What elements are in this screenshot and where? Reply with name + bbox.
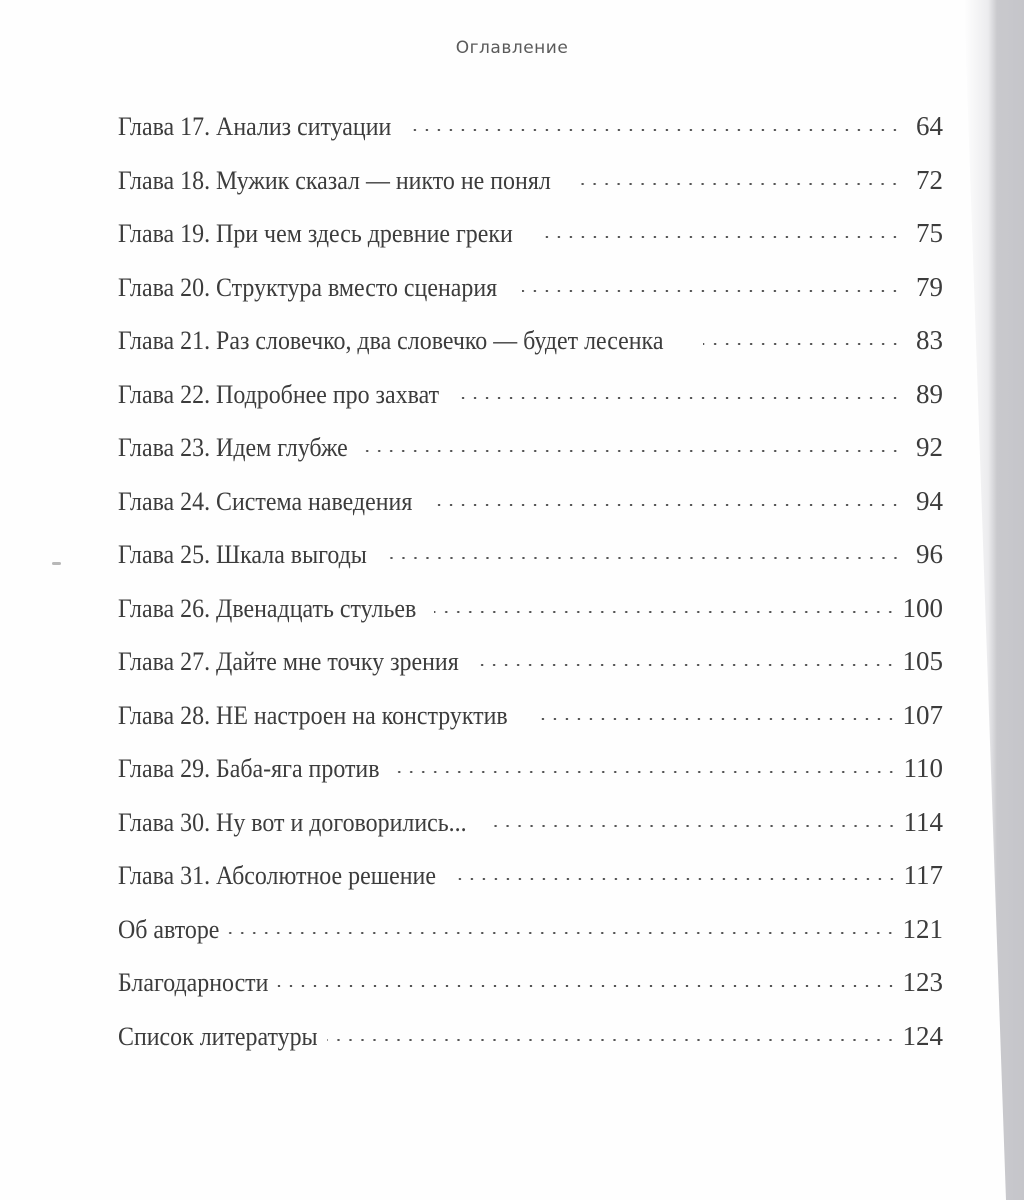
toc-entry[interactable] [118, 160, 943, 214]
toc-entry-title: Глава 30. Ну вот и договорились... [118, 807, 467, 837]
toc-entry-page: 94 [916, 485, 943, 516]
toc-entry-title: Глава 24. Система наведения [118, 486, 413, 516]
toc-entry-title: Глава 21. Раз словечко, два словечко — будет лесенка [118, 326, 664, 355]
table-of-contents [118, 106, 943, 1069]
toc-entry-page: 124 [902, 1020, 943, 1051]
toc-entry-title: Глава 27. Дайте мне точку зрения [118, 647, 459, 676]
dot-leader [360, 450, 901, 452]
toc-entry[interactable] [118, 802, 943, 856]
dot-leader [430, 504, 901, 506]
toc-entry-page: 89 [916, 378, 943, 409]
toc-entry-title: Глава 25. Шкала выгоды [118, 540, 367, 569]
toc-entry-title: Об авторе [118, 914, 220, 944]
dot-leader [327, 1039, 897, 1041]
toc-entry-title: Глава 29. Баба-яга против [118, 754, 380, 783]
toc-entry[interactable] [118, 855, 943, 909]
toc-entry-page: 92 [916, 432, 943, 462]
toc-entry-title: Список литературы [118, 1021, 318, 1051]
toc-entry-page: 123 [902, 967, 943, 997]
dot-leader [489, 825, 898, 827]
toc-entry[interactable] [118, 641, 943, 695]
running-head: Оглавление [455, 38, 569, 58]
toc-entry-page: 110 [903, 753, 943, 783]
toc-entry[interactable] [118, 1016, 943, 1070]
toc-entry-title: Глава 17. Анализ ситуации [118, 112, 392, 141]
toc-entry-page: 107 [902, 699, 943, 730]
toc-entry-page: 96 [916, 539, 943, 569]
toc-entry-title: Глава 20. Структура вместо сценария [118, 272, 498, 302]
toc-entry[interactable] [118, 748, 943, 802]
page-gutter-shadow [964, 0, 1024, 1200]
toc-entry-page: 114 [903, 806, 943, 837]
dot-leader [381, 557, 901, 559]
toc-entry-title: Благодарности [118, 968, 269, 997]
toc-entry[interactable] [118, 481, 943, 535]
dot-leader [703, 343, 901, 345]
toc-entry-page: 105 [902, 646, 943, 676]
dot-leader [274, 985, 897, 987]
dot-leader [394, 771, 897, 773]
toc-entry-page: 83 [916, 325, 943, 355]
toc-entry[interactable] [118, 213, 943, 267]
toc-entry-title: Глава 31. Абсолютное решение [118, 861, 436, 890]
dot-leader [456, 878, 898, 880]
dot-leader [480, 664, 896, 666]
toc-entry[interactable] [118, 374, 943, 428]
toc-entry-title: Глава 19. При чем здесь древние греки [118, 219, 513, 248]
toc-entry[interactable] [118, 320, 943, 374]
toc-entry-title: Глава 28. НЕ настроен на конструктив [118, 700, 508, 730]
dot-leader [580, 183, 901, 185]
toc-entry[interactable] [118, 427, 943, 481]
toc-entry-page: 75 [916, 218, 943, 248]
toc-entry-page: 100 [902, 592, 943, 623]
toc-entry[interactable] [118, 534, 943, 588]
toc-entry[interactable] [118, 106, 943, 160]
dot-leader [434, 611, 896, 613]
dot-leader [534, 718, 897, 720]
toc-entry[interactable] [118, 962, 943, 1016]
toc-entry-page: 121 [902, 913, 943, 944]
toc-entry-page: 117 [903, 860, 943, 890]
toc-entry-title: Глава 22. Подробнее про захват [118, 379, 440, 409]
toc-entry-page: 79 [916, 271, 943, 302]
dot-leader [220, 932, 896, 934]
dot-leader [539, 236, 901, 238]
toc-entry-title: Глава 26. Двенадцать стульев [118, 593, 417, 623]
toc-entry-page: 72 [916, 164, 943, 195]
dot-leader [459, 397, 901, 399]
scan-speck [52, 562, 61, 565]
toc-entry-page: 64 [916, 111, 943, 141]
dot-leader [522, 290, 901, 292]
toc-entry[interactable] [118, 588, 943, 642]
toc-entry[interactable] [118, 909, 943, 963]
toc-entry[interactable] [118, 695, 943, 749]
toc-entry[interactable] [118, 267, 943, 321]
toc-entry-title: Глава 23. Идем глубже [118, 433, 348, 462]
toc-entry-title: Глава 18. Мужик сказал — никто не понял [118, 165, 551, 195]
dot-leader [407, 129, 901, 131]
